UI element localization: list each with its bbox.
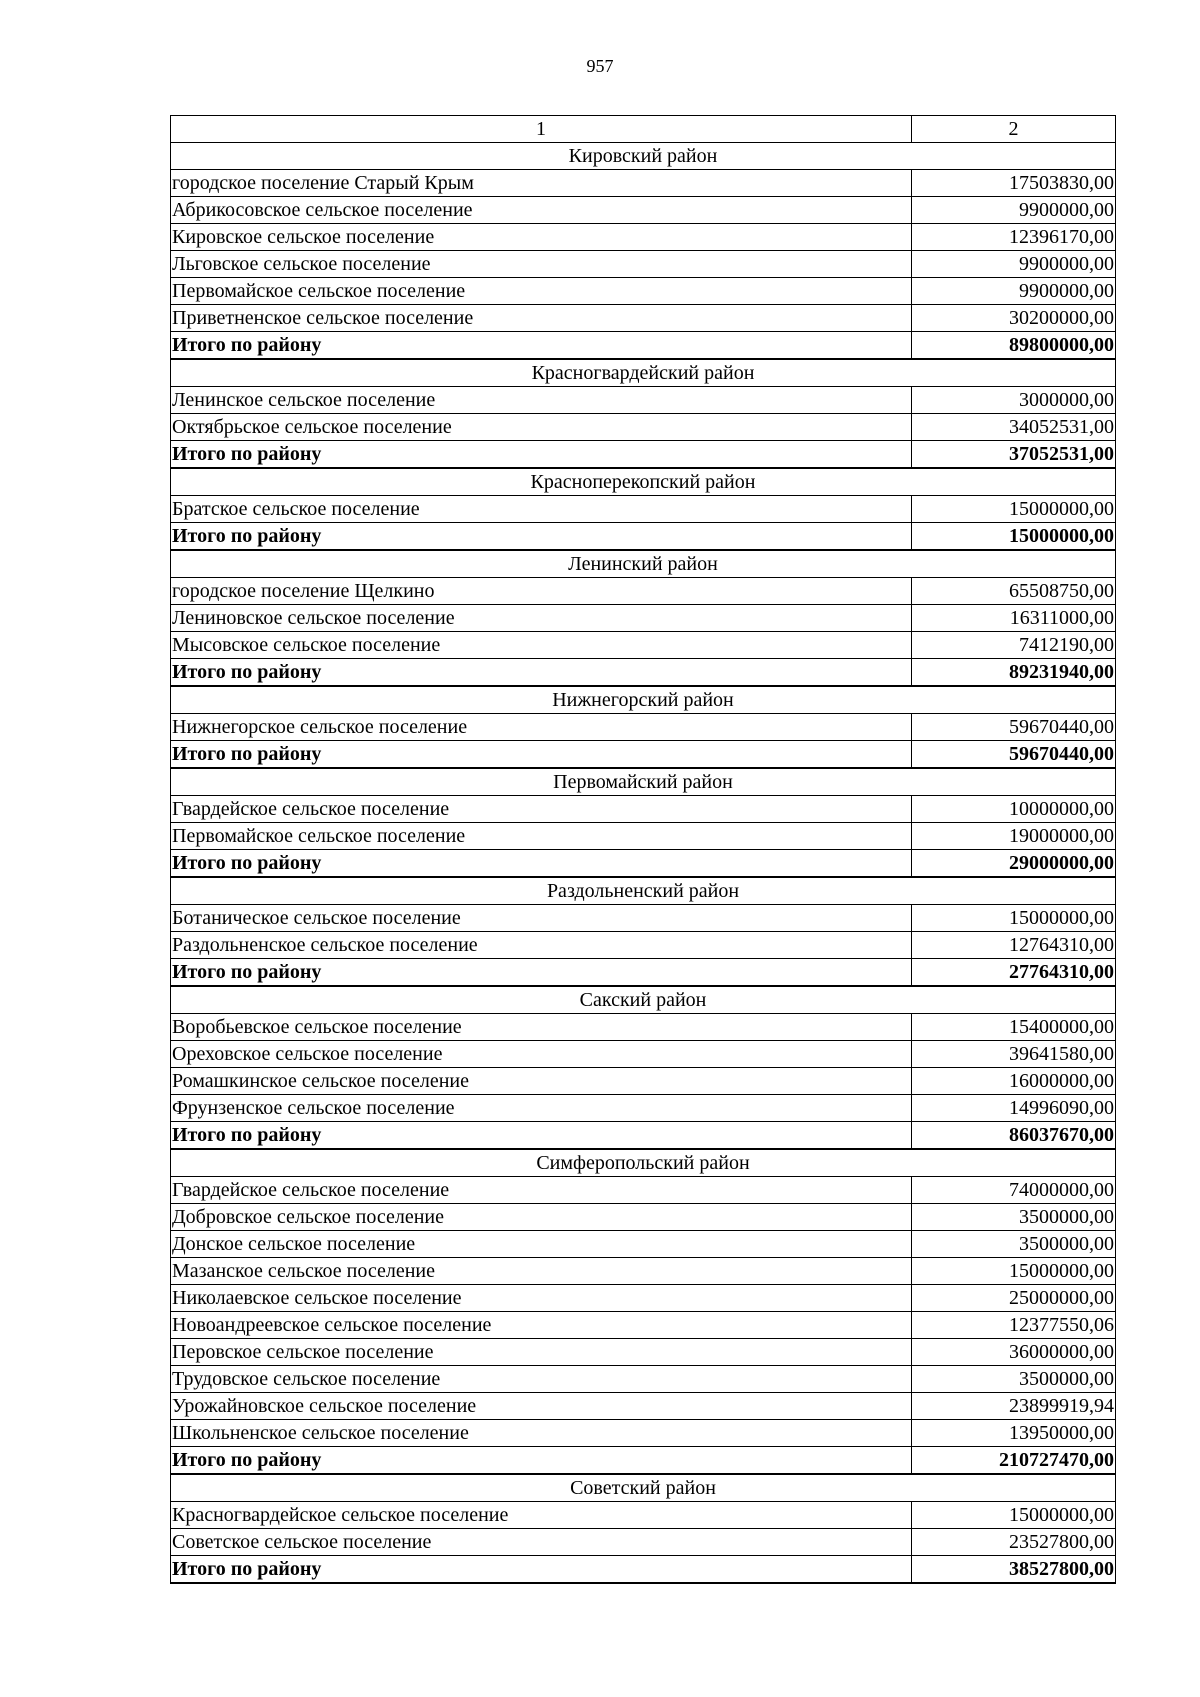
district-total-label: Итого по району xyxy=(171,659,912,687)
table-row xyxy=(171,1095,1116,1122)
settlement-amount: 7412190,00 xyxy=(912,632,1116,659)
table-row xyxy=(171,932,1116,959)
table-row xyxy=(171,197,1116,224)
settlement-amount: 19000000,00 xyxy=(912,823,1116,850)
settlement-amount: 15000000,00 xyxy=(912,1258,1116,1285)
district-name: Симферопольский район xyxy=(171,1149,1116,1177)
table-row xyxy=(171,905,1116,932)
district-header-row xyxy=(171,877,1116,905)
allocation-table xyxy=(170,115,1116,1584)
table-row xyxy=(171,251,1116,278)
settlement-amount: 39641580,00 xyxy=(912,1041,1116,1068)
table-row xyxy=(171,1529,1116,1556)
district-header-row xyxy=(171,768,1116,796)
settlement-name: Ореховское сельское поселение xyxy=(171,1041,912,1068)
table-row xyxy=(171,632,1116,659)
district-total-row xyxy=(171,1447,1116,1475)
district-total-row xyxy=(171,332,1116,360)
district-name: Красноперекопский район xyxy=(171,468,1116,496)
district-header-row xyxy=(171,468,1116,496)
table-row xyxy=(171,305,1116,332)
settlement-amount: 36000000,00 xyxy=(912,1339,1116,1366)
settlement-name: Льговское сельское поселение xyxy=(171,251,912,278)
settlement-name: Нижнегорское сельское поселение xyxy=(171,714,912,741)
settlement-name: Кировское сельское поселение xyxy=(171,224,912,251)
settlement-name: городское поселение Старый Крым xyxy=(171,170,912,197)
settlement-amount: 23527800,00 xyxy=(912,1529,1116,1556)
settlement-name: Ромашкинское сельское поселение xyxy=(171,1068,912,1095)
settlement-name: Фрунзенское сельское поселение xyxy=(171,1095,912,1122)
settlement-amount: 16311000,00 xyxy=(912,605,1116,632)
settlement-name: Воробьевское сельское поселение xyxy=(171,1014,912,1041)
settlement-name: Лениновское сельское поселение xyxy=(171,605,912,632)
settlement-amount: 9900000,00 xyxy=(912,197,1116,224)
district-header-row xyxy=(171,1474,1116,1502)
district-total-amount: 89231940,00 xyxy=(912,659,1116,687)
table-row xyxy=(171,496,1116,523)
settlement-name: Раздольненское сельское поселение xyxy=(171,932,912,959)
district-total-row xyxy=(171,1556,1116,1584)
table-row xyxy=(171,1366,1116,1393)
district-total-label: Итого по району xyxy=(171,741,912,769)
district-total-row xyxy=(171,850,1116,878)
district-name: Ленинский район xyxy=(171,550,1116,578)
table-row xyxy=(171,1258,1116,1285)
table-row xyxy=(171,1285,1116,1312)
settlement-amount: 30200000,00 xyxy=(912,305,1116,332)
district-name: Нижнегорский район xyxy=(171,686,1116,714)
settlement-name: Урожайновское сельское поселение xyxy=(171,1393,912,1420)
settlement-name: Николаевское сельское поселение xyxy=(171,1285,912,1312)
settlement-amount: 65508750,00 xyxy=(912,578,1116,605)
settlement-name: Советское сельское поселение xyxy=(171,1529,912,1556)
district-total-amount: 15000000,00 xyxy=(912,523,1116,551)
settlement-name: Мысовское сельское поселение xyxy=(171,632,912,659)
district-name: Советский район xyxy=(171,1474,1116,1502)
settlement-amount: 12377550,06 xyxy=(912,1312,1116,1339)
settlement-name: Первомайское сельское поселение xyxy=(171,278,912,305)
settlement-name: Новоандреевское сельское поселение xyxy=(171,1312,912,1339)
table-row xyxy=(171,796,1116,823)
district-total-amount: 86037670,00 xyxy=(912,1122,1116,1150)
district-name: Кировский район xyxy=(171,143,1116,170)
district-name: Сакский район xyxy=(171,986,1116,1014)
settlement-amount: 15400000,00 xyxy=(912,1014,1116,1041)
district-total-label: Итого по району xyxy=(171,441,912,469)
district-total-row xyxy=(171,741,1116,769)
settlement-amount: 12764310,00 xyxy=(912,932,1116,959)
settlement-amount: 15000000,00 xyxy=(912,905,1116,932)
table-row xyxy=(171,1339,1116,1366)
table-row xyxy=(171,1312,1116,1339)
settlement-amount: 10000000,00 xyxy=(912,796,1116,823)
settlement-amount: 9900000,00 xyxy=(912,251,1116,278)
district-header-row xyxy=(171,986,1116,1014)
district-total-amount: 37052531,00 xyxy=(912,441,1116,469)
settlement-amount: 9900000,00 xyxy=(912,278,1116,305)
district-total-amount: 89800000,00 xyxy=(912,332,1116,360)
table-row xyxy=(171,1041,1116,1068)
settlement-name: Ботаническое сельское поселение xyxy=(171,905,912,932)
table-row xyxy=(171,823,1116,850)
table-row xyxy=(171,170,1116,197)
settlement-amount: 3500000,00 xyxy=(912,1231,1116,1258)
settlement-amount: 12396170,00 xyxy=(912,224,1116,251)
settlement-name: Мазанское сельское поселение xyxy=(171,1258,912,1285)
settlement-name: Школьненское сельское поселение xyxy=(171,1420,912,1447)
district-total-row xyxy=(171,659,1116,687)
district-total-amount: 29000000,00 xyxy=(912,850,1116,878)
district-name: Первомайский район xyxy=(171,768,1116,796)
table-row xyxy=(171,1177,1116,1204)
district-total-row xyxy=(171,523,1116,551)
settlement-name: Гвардейское сельское поселение xyxy=(171,1177,912,1204)
table-row xyxy=(171,1502,1116,1529)
table-row xyxy=(171,605,1116,632)
page-number: 957 xyxy=(586,56,614,76)
table-row xyxy=(171,224,1116,251)
district-total-label: Итого по району xyxy=(171,850,912,878)
settlement-amount: 3500000,00 xyxy=(912,1366,1116,1393)
settlement-amount: 16000000,00 xyxy=(912,1068,1116,1095)
settlement-amount: 13950000,00 xyxy=(912,1420,1116,1447)
settlement-name: Приветненское сельское поселение xyxy=(171,305,912,332)
district-total-amount: 59670440,00 xyxy=(912,741,1116,769)
district-header-row xyxy=(171,143,1116,170)
district-total-label: Итого по району xyxy=(171,959,912,987)
settlement-name: Трудовское сельское поселение xyxy=(171,1366,912,1393)
district-header-row xyxy=(171,359,1116,387)
column-number-2: 2 xyxy=(912,116,1116,143)
settlement-name: Абрикосовское сельское поселение xyxy=(171,197,912,224)
settlement-name: городское поселение Щелкино xyxy=(171,578,912,605)
district-total-amount: 210727470,00 xyxy=(912,1447,1116,1475)
settlement-amount: 17503830,00 xyxy=(912,170,1116,197)
district-header-row xyxy=(171,1149,1116,1177)
table-row xyxy=(171,414,1116,441)
table-row xyxy=(171,387,1116,414)
settlement-name: Красногвардейское сельское поселение xyxy=(171,1502,912,1529)
settlement-amount: 15000000,00 xyxy=(912,496,1116,523)
settlement-name: Октябрьское сельское поселение xyxy=(171,414,912,441)
district-total-amount: 27764310,00 xyxy=(912,959,1116,987)
table-row xyxy=(171,1420,1116,1447)
column-number-row xyxy=(171,116,1116,143)
district-total-label: Итого по району xyxy=(171,1556,912,1584)
settlement-name: Ленинское сельское поселение xyxy=(171,387,912,414)
table-row xyxy=(171,1068,1116,1095)
settlement-amount: 59670440,00 xyxy=(912,714,1116,741)
settlement-name: Донское сельское поселение xyxy=(171,1231,912,1258)
settlement-name: Гвардейское сельское поселение xyxy=(171,796,912,823)
table-row xyxy=(171,714,1116,741)
table-row xyxy=(171,1204,1116,1231)
settlement-amount: 74000000,00 xyxy=(912,1177,1116,1204)
settlement-amount: 14996090,00 xyxy=(912,1095,1116,1122)
table-row xyxy=(171,1014,1116,1041)
district-name: Раздольненский район xyxy=(171,877,1116,905)
table-row xyxy=(171,578,1116,605)
settlement-name: Первомайское сельское поселение xyxy=(171,823,912,850)
settlement-name: Перовское сельское поселение xyxy=(171,1339,912,1366)
district-total-label: Итого по району xyxy=(171,332,912,360)
district-total-row xyxy=(171,441,1116,469)
table-row xyxy=(171,1393,1116,1420)
district-total-amount: 38527800,00 xyxy=(912,1556,1116,1584)
settlement-name: Добровское сельское поселение xyxy=(171,1204,912,1231)
column-number-1: 1 xyxy=(171,116,912,143)
district-total-label: Итого по району xyxy=(171,523,912,551)
settlement-amount: 3500000,00 xyxy=(912,1204,1116,1231)
settlement-amount: 15000000,00 xyxy=(912,1502,1116,1529)
district-header-row xyxy=(171,686,1116,714)
district-total-row xyxy=(171,1122,1116,1150)
table-row xyxy=(171,1231,1116,1258)
settlement-amount: 23899919,94 xyxy=(912,1393,1116,1420)
settlement-amount: 34052531,00 xyxy=(912,414,1116,441)
table-row xyxy=(171,278,1116,305)
settlement-name: Братское сельское поселение xyxy=(171,496,912,523)
district-total-label: Итого по району xyxy=(171,1447,912,1475)
district-name: Красногвардейский район xyxy=(171,359,1116,387)
table-body xyxy=(171,116,1116,1584)
district-total-row xyxy=(171,959,1116,987)
district-header-row xyxy=(171,550,1116,578)
district-total-label: Итого по району xyxy=(171,1122,912,1150)
settlement-amount: 3000000,00 xyxy=(912,387,1116,414)
settlement-amount: 25000000,00 xyxy=(912,1285,1116,1312)
